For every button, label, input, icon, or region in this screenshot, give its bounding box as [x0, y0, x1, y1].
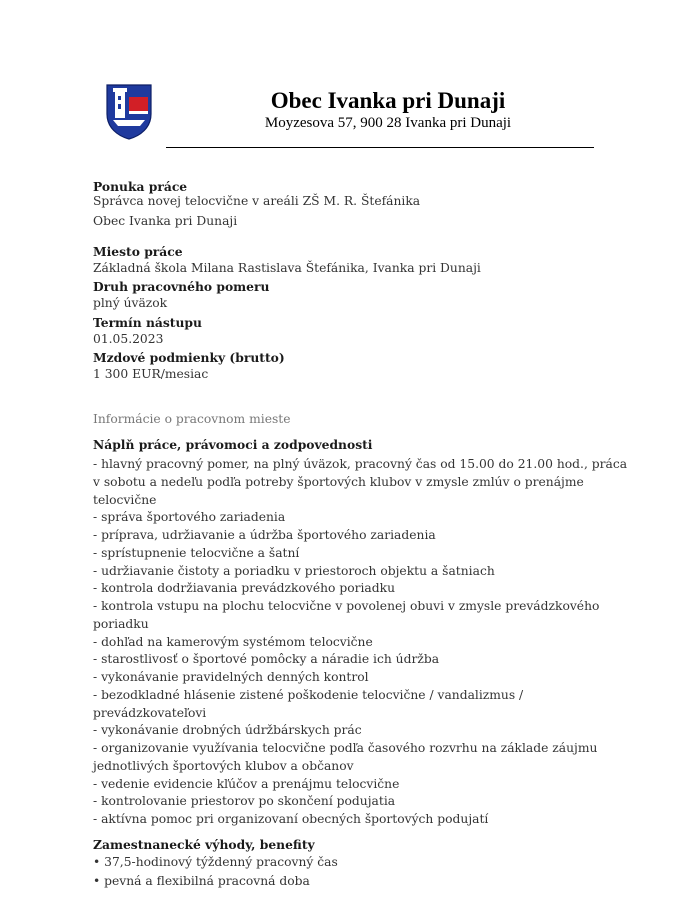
- info-heading: Informácie o pracovnom mieste: [93, 412, 291, 426]
- employment-type-value: plný úväzok: [93, 296, 168, 310]
- duty-line: - kontrola vstupu na plochu telocvične v povolenej obuvi v zmysle prevádzkového: [93, 599, 600, 613]
- duty-line: - sprístupnenie telocvične a šatní: [93, 545, 300, 560]
- duty-line: - vykonávanie drobných údržbárskych prác: [93, 723, 362, 738]
- place-label: Miesto práce: [93, 244, 183, 259]
- duties-list: [93, 456, 627, 829]
- duty-line: - príprava, udržiavanie a údržba športového zariadenia: [93, 528, 436, 542]
- benefits-label: Zamestnanecké výhody, benefity: [93, 837, 315, 852]
- benefit-item: • pevná a flexibilná pracovná doba: [93, 874, 310, 888]
- duty-line: poriadku: [93, 616, 149, 631]
- duty-line: telocvične: [93, 492, 157, 507]
- duty-line: prevádzkovateľovi: [93, 705, 207, 720]
- duty-line: - vykonávanie pravidelných denných kontrol: [93, 670, 369, 684]
- salary-label: Mzdové podmienky (brutto): [93, 350, 285, 365]
- duty-line: - kontrola dodržiavania prevádzkového poriadku: [93, 581, 396, 596]
- employment-type-label: Druh pracovného pomeru: [93, 279, 270, 294]
- job-position: Správca novej telocvične v areáli ZŠ M. R. Štefánika: [93, 194, 421, 208]
- employer-name: Obec Ivanka pri Dunaji: [93, 214, 238, 228]
- coat-of-arms-icon: [106, 84, 152, 140]
- duty-line: - hlavný pracovný pomer, na plný úväzok, pracovný čas od 15.00 do 21.00 hod., práca: [93, 457, 628, 471]
- duty-line: jednotlivých športových klubov a občanov: [93, 758, 354, 773]
- header-divider: [166, 147, 594, 148]
- duty-line: - udržiavanie čistoty a poriadku v priestoroch objektu a šatniach: [93, 563, 495, 578]
- duty-line: - bezodkladné hlásenie zistené poškodenie telocvične / vandalizmus /: [93, 687, 524, 702]
- duty-line: - organizovanie využívania telocvične podľa časového rozvrhu na základe záujmu: [93, 741, 598, 755]
- start-date-label: Termín nástupu: [93, 315, 202, 330]
- duty-line: - dohľad na kamerovým systémom telocvične: [93, 634, 373, 649]
- duty-line: v sobotu a nedeľu podľa potreby športových klubov v zmysle zmlúv o prenájme: [93, 474, 584, 489]
- benefits-list: [93, 853, 338, 891]
- organization-address: Moyzesova 57, 900 28 Ivanka pri Dunaji: [264, 115, 512, 131]
- job-offer-label: Ponuka práce: [93, 179, 188, 194]
- duties-label: Náplň práce, právomoci a zodpovednosti: [93, 437, 373, 452]
- salary-value: 1 300 EUR/mesiac: [93, 367, 209, 381]
- benefit-item: • 37,5-hodinový týždenný pracovný čas: [93, 855, 338, 869]
- duty-line: - vedenie evidencie kľúčov a prenájmu telocvične: [93, 776, 400, 791]
- duty-line: - starostlivosť o športové pomôcky a náradie ich údržba: [93, 652, 440, 667]
- duty-line: - správa športového zariadenia: [93, 510, 286, 525]
- duty-line: - kontrolovanie priestorov po skončení podujatia: [93, 794, 396, 809]
- place-value: Základná škola Milana Rastislava Štefánika, Ivanka pri Dunaji: [93, 261, 481, 275]
- duty-line: - aktívna pomoc pri organizovaní obecných športových podujatí: [93, 812, 489, 826]
- organization-title: Obec Ivanka pri Dunaji: [270, 88, 506, 113]
- start-date-value: 01.05.2023: [93, 332, 164, 346]
